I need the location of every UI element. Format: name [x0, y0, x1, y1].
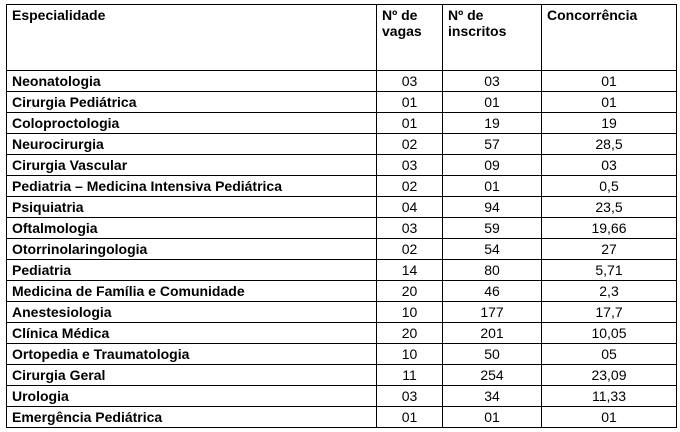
cell-especialidade: Coloproctologia [7, 113, 377, 134]
cell-inscritos: 201 [443, 323, 542, 344]
cell-especialidade: Oftalmologia [7, 218, 377, 239]
table-row [7, 386, 677, 407]
cell-vagas: 03 [377, 71, 443, 92]
cell-inscritos: 59 [443, 218, 542, 239]
table-row [7, 344, 677, 365]
table-row [7, 113, 677, 134]
cell-concorrencia: 05 [542, 344, 677, 365]
cell-inscritos: 80 [443, 260, 542, 281]
table-row [7, 365, 677, 386]
cell-especialidade: Psiquiatria [7, 197, 377, 218]
cell-vagas: 11 [377, 365, 443, 386]
header-row [7, 5, 677, 71]
cell-inscritos: 46 [443, 281, 542, 302]
cell-vagas: 14 [377, 260, 443, 281]
cell-inscritos: 254 [443, 365, 542, 386]
cell-especialidade: Cirurgia Vascular [7, 155, 377, 176]
cell-vagas: 10 [377, 302, 443, 323]
cell-concorrencia: 23,5 [542, 197, 677, 218]
cell-inscritos: 177 [443, 302, 542, 323]
residency-competition-table [6, 4, 677, 428]
cell-especialidade: Otorrinolaringologia [7, 239, 377, 260]
cell-concorrencia: 23,09 [542, 365, 677, 386]
cell-inscritos: 54 [443, 239, 542, 260]
cell-concorrencia: 01 [542, 407, 677, 428]
cell-especialidade: Anestesiologia [7, 302, 377, 323]
cell-concorrencia: 03 [542, 155, 677, 176]
cell-vagas: 03 [377, 386, 443, 407]
table-row [7, 197, 677, 218]
cell-especialidade: Pediatria [7, 260, 377, 281]
cell-inscritos: 34 [443, 386, 542, 407]
cell-inscritos: 01 [443, 176, 542, 197]
cell-concorrencia: 5,71 [542, 260, 677, 281]
cell-vagas: 10 [377, 344, 443, 365]
cell-especialidade: Pediatria – Medicina Intensiva Pediátrica [7, 176, 377, 197]
cell-inscritos: 19 [443, 113, 542, 134]
cell-vagas: 20 [377, 323, 443, 344]
table-row [7, 302, 677, 323]
table-header [7, 5, 677, 71]
cell-vagas: 04 [377, 197, 443, 218]
table-row [7, 92, 677, 113]
cell-concorrencia: 0,5 [542, 176, 677, 197]
cell-especialidade: Emergência Pediátrica [7, 407, 377, 428]
cell-concorrencia: 01 [542, 92, 677, 113]
cell-concorrencia: 10,05 [542, 323, 677, 344]
cell-especialidade: Neurocirurgia [7, 134, 377, 155]
cell-especialidade: Neonatologia [7, 71, 377, 92]
cell-vagas: 03 [377, 218, 443, 239]
table-row [7, 155, 677, 176]
table-row [7, 407, 677, 428]
table-row [7, 71, 677, 92]
header-especialidade: Especialidade [7, 5, 377, 71]
cell-especialidade: Cirurgia Pediátrica [7, 92, 377, 113]
cell-concorrencia: 2,3 [542, 281, 677, 302]
cell-concorrencia: 19,66 [542, 218, 677, 239]
table-row [7, 323, 677, 344]
cell-especialidade: Ortopedia e Traumatologia [7, 344, 377, 365]
header-concorrencia: Concorrência [542, 5, 677, 71]
cell-inscritos: 01 [443, 407, 542, 428]
cell-inscritos: 01 [443, 92, 542, 113]
header-inscritos: Nº de inscritos [443, 5, 542, 71]
cell-inscritos: 09 [443, 155, 542, 176]
cell-vagas: 01 [377, 407, 443, 428]
header-vagas: Nº de vagas [377, 5, 443, 71]
table-row [7, 134, 677, 155]
cell-vagas: 02 [377, 176, 443, 197]
table-row [7, 260, 677, 281]
cell-concorrencia: 28,5 [542, 134, 677, 155]
table-row [7, 281, 677, 302]
cell-especialidade: Clínica Médica [7, 323, 377, 344]
cell-vagas: 20 [377, 281, 443, 302]
cell-inscritos: 50 [443, 344, 542, 365]
table-row [7, 239, 677, 260]
cell-especialidade: Medicina de Família e Comunidade [7, 281, 377, 302]
cell-inscritos: 57 [443, 134, 542, 155]
cell-especialidade: Urologia [7, 386, 377, 407]
cell-concorrencia: 17,7 [542, 302, 677, 323]
cell-concorrencia: 27 [542, 239, 677, 260]
cell-inscritos: 03 [443, 71, 542, 92]
cell-concorrencia: 19 [542, 113, 677, 134]
cell-concorrencia: 11,33 [542, 386, 677, 407]
table-row [7, 176, 677, 197]
cell-especialidade: Cirurgia Geral [7, 365, 377, 386]
table-row [7, 218, 677, 239]
cell-vagas: 01 [377, 113, 443, 134]
cell-vagas: 03 [377, 155, 443, 176]
cell-vagas: 02 [377, 239, 443, 260]
cell-vagas: 02 [377, 134, 443, 155]
cell-concorrencia: 01 [542, 71, 677, 92]
cell-inscritos: 94 [443, 197, 542, 218]
table-body [7, 71, 677, 428]
cell-vagas: 01 [377, 92, 443, 113]
